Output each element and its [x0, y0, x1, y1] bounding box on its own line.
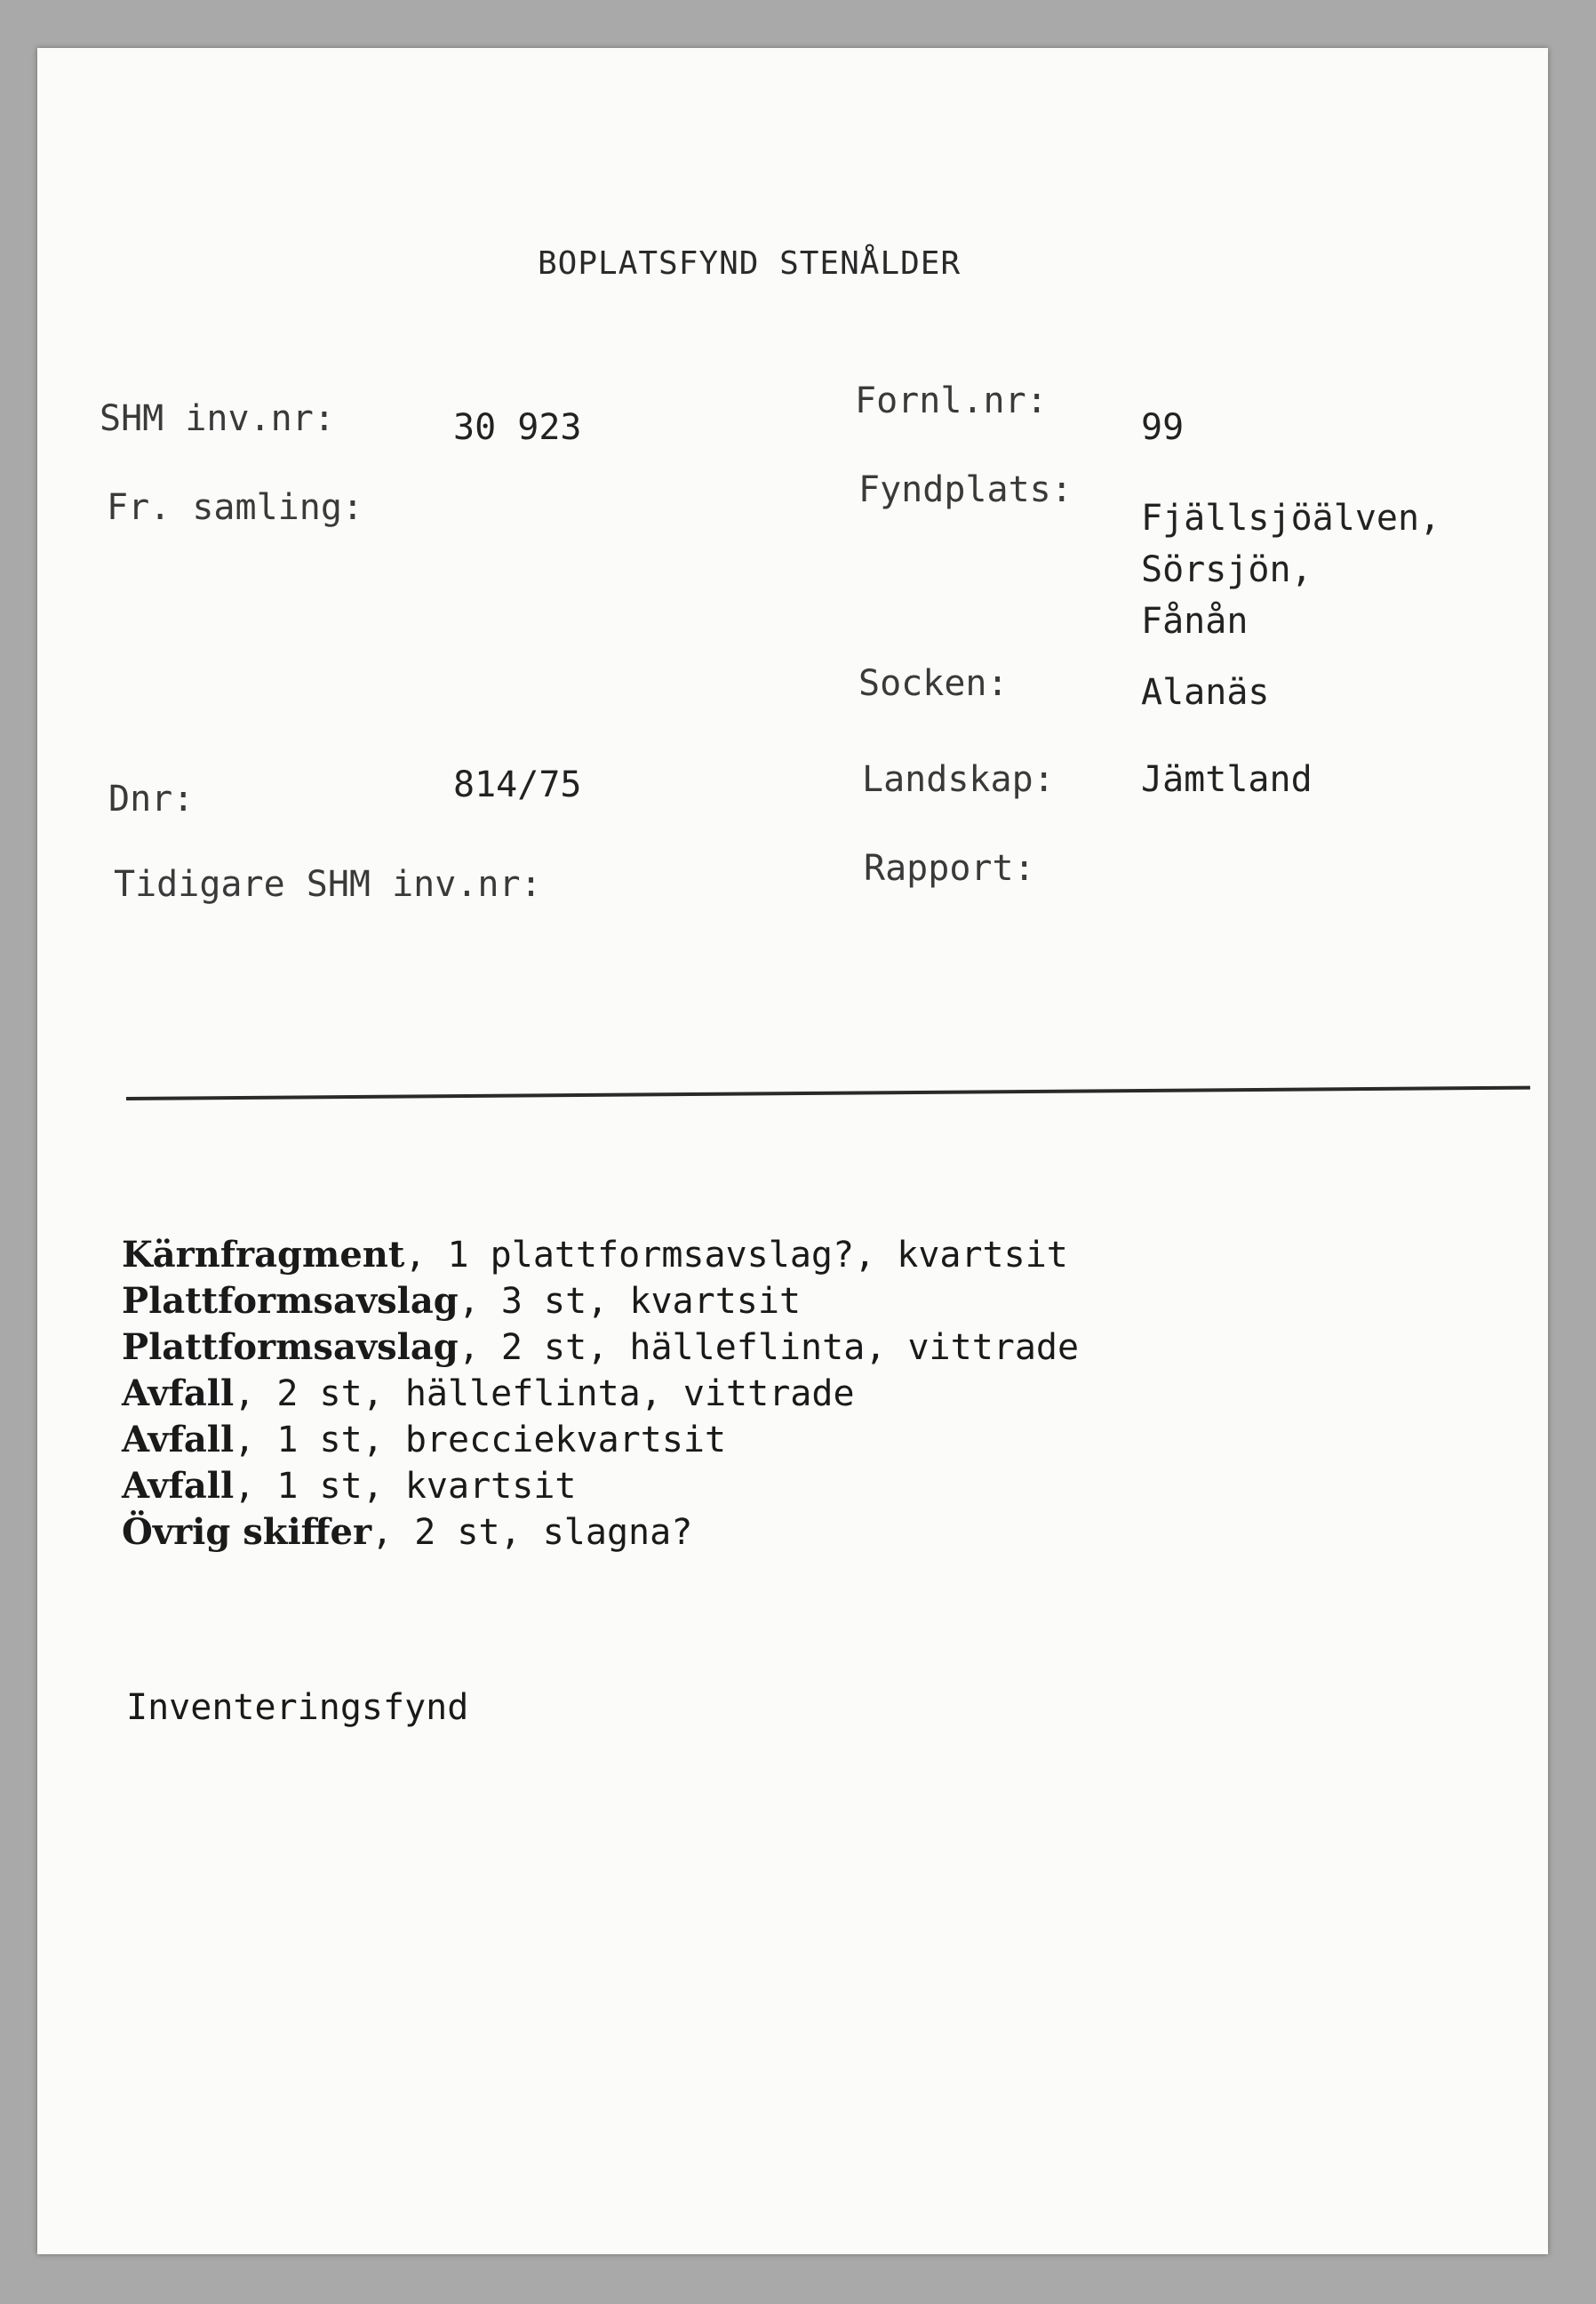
shm-inv-value: 30 923 [453, 407, 582, 448]
find-name: Avfall [122, 1372, 235, 1414]
find-row-5 [122, 1417, 1079, 1463]
fyndplats-label: Fyndplats: [858, 469, 1073, 510]
catalog-card [37, 48, 1548, 2254]
fyndplats-line-3: Fånån [1141, 601, 1249, 642]
find-details: , 1 plattformsavslag?, kvartsit [404, 1235, 1068, 1276]
find-name: Kärnfragment [122, 1234, 405, 1276]
find-row-1 [122, 1232, 1079, 1278]
fr-samling-label: Fr. samling: [107, 487, 363, 528]
find-row-6 [122, 1463, 1079, 1509]
fyndplats-value [1141, 492, 1440, 647]
dnr-label: Dnr: [108, 779, 195, 820]
fornl-value: 99 [1141, 407, 1185, 448]
find-name: Plattformsavslag [122, 1326, 459, 1368]
socken-label: Socken: [858, 663, 1009, 704]
find-details: , 2 st, hälleflinta, vittrade [458, 1327, 1080, 1368]
find-details: , 2 st, slagna? [371, 1512, 693, 1553]
card-title: BOPLATSFYND STENÅLDER [538, 245, 962, 282]
landskap-label: Landskap: [862, 759, 1055, 800]
find-details: , 3 st, kvartsit [458, 1281, 802, 1322]
find-details: , 1 st, brecciekvartsit [234, 1420, 727, 1460]
find-name: Avfall [122, 1465, 235, 1507]
dnr-value: 814/75 [453, 764, 582, 805]
find-details: , 2 st, hälleflinta, vittrade [234, 1373, 855, 1414]
find-details: , 1 st, kvartsit [234, 1466, 577, 1507]
fornl-label: Fornl.nr: [855, 380, 1048, 421]
fyndplats-line-1: Fjällsjöälven, [1141, 498, 1441, 539]
find-name: Plattformsavslag [122, 1280, 459, 1322]
divider-line [126, 1086, 1530, 1100]
find-row-4 [122, 1371, 1079, 1417]
fyndplats-line-2: Sörsjön, [1141, 549, 1313, 590]
find-row-7 [122, 1509, 1079, 1556]
finds-list [122, 1232, 1079, 1556]
find-row-3 [122, 1324, 1079, 1371]
shm-inv-label: SHM inv.nr: [100, 398, 335, 439]
landskap-value: Jämtland [1141, 759, 1313, 800]
socken-value: Alanäs [1141, 672, 1270, 713]
find-name: Avfall [122, 1419, 235, 1460]
tidigare-shm-inv-label: Tidigare SHM inv.nr: [114, 864, 542, 905]
rapport-label: Rapport: [864, 848, 1035, 889]
find-row-2 [122, 1278, 1079, 1324]
find-name: Övrig skiffer [122, 1511, 372, 1553]
inventory-note: Inventeringsfynd [126, 1687, 469, 1728]
